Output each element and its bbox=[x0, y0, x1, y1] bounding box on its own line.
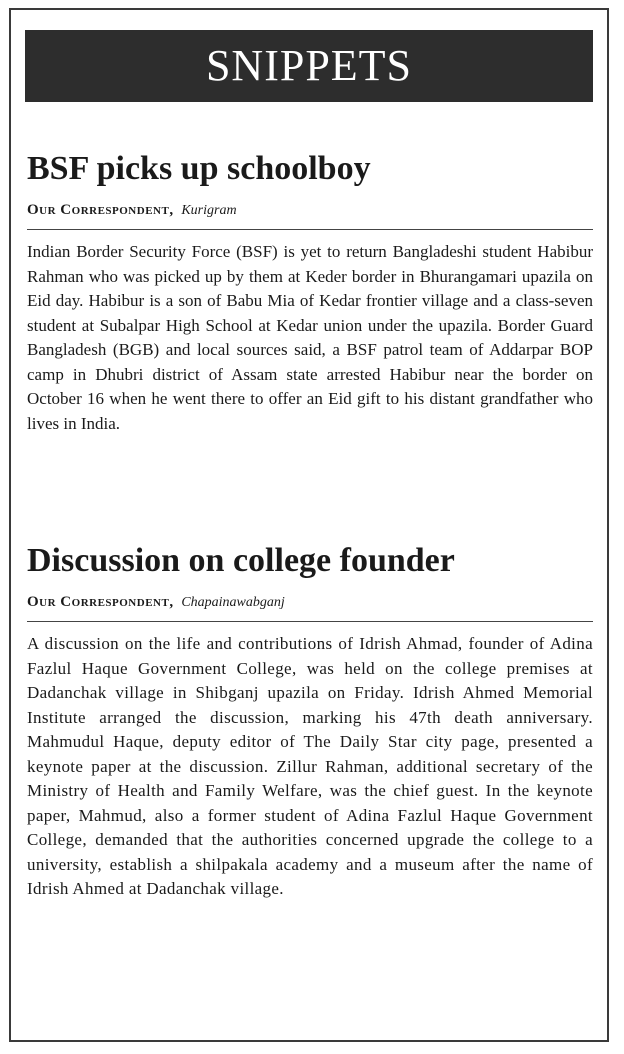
byline-author: Our Correspondent, bbox=[27, 594, 174, 610]
article-body: Indian Border Security Force (BSF) is yet to return Bangladeshi student Habibur Rahman who was picked up by them at Keder border in Bhurangamari upazila on Eid day. Habibur is a son of Babu Mia of Kedar frontier village and a class-seven student at Subalpar High School at Kedar union under the upazila. Border Guard Bangladesh (BGB) and local sources said, a BSF patrol team of Addarpar BOP camp in Dhubri district of Assam state arrested Habibur near the border on October 16 when he went there to offer an Eid gift to his distant grandfather who lives in India. bbox=[27, 242, 593, 433]
byline-divider bbox=[27, 229, 593, 230]
article-byline bbox=[27, 200, 593, 221]
section-banner bbox=[25, 30, 593, 102]
byline-place: Kurigram bbox=[181, 203, 237, 218]
article-byline bbox=[27, 592, 593, 613]
article-headline: BSF picks up schoolboy bbox=[27, 150, 371, 187]
article-bsf bbox=[27, 150, 593, 436]
snippets-box bbox=[9, 8, 609, 1042]
article-body: A discussion on the life and contributions of Idrish Ahmad, founder of Adina Fazlul Haque Government College, was held on the college premises at Dadanchak village in Shibganj upazila on Friday. Idrish Ahmed Memorial Institute arranged the discussion, marking his 47th death anniversary. Mahmudul Haque, deputy editor of The Daily Star city page, presented a keynote paper at the discussion. Zillur Rahman, additional secretary of the Ministry of Health and Family Welfare, was the chief guest. In the keynote paper, Mahmud, also a former student of Adina Fazlul Haque Government College, demanded that the authorities concerned upgrade the college to a university, establish a shilpakala academy and a museum after the name of Idrish Ahmed at Dadanchak village. bbox=[27, 634, 593, 898]
byline-divider bbox=[27, 621, 593, 622]
byline-author: Our Correspondent, bbox=[27, 202, 174, 218]
section-title: SNIPPETS bbox=[205, 41, 413, 90]
byline-place: Chapainawabganj bbox=[181, 595, 285, 610]
article-headline: Discussion on college founder bbox=[27, 542, 455, 579]
article-college bbox=[27, 542, 593, 902]
